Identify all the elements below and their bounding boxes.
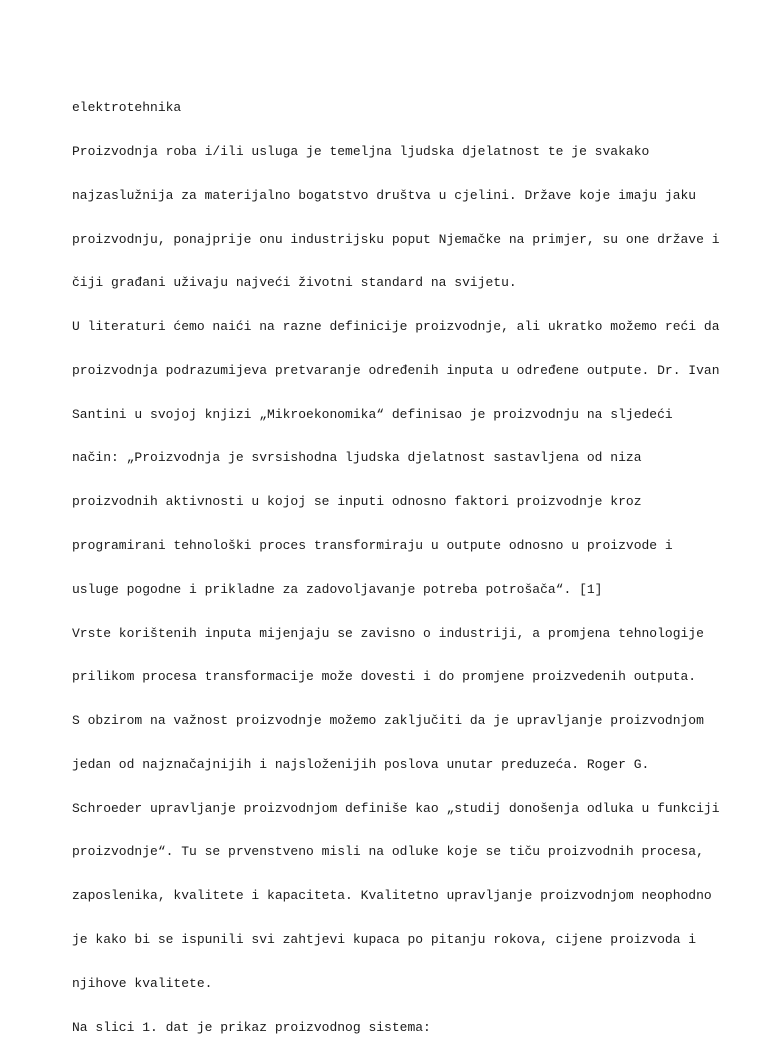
- text-line: Na slici 1. dat je prikaz proizvodnog sistema:: [72, 1019, 431, 1035]
- text-line: zaposlenika, kvalitete i kapaciteta. Kvalitetno upravljanje proizvodnjom neophodno: [72, 888, 712, 904]
- text-line: čiji građani uživaju najveći životni standard na svijetu.: [72, 275, 517, 291]
- text-line: programirani tehnološki proces transformiraju u outpute odnosno u proizvode i: [72, 538, 673, 553]
- text-line: najzaslužnija za materijalno bogatstvo društva u cjelini. Države koje imaju jaku: [72, 187, 697, 203]
- text-line: prilikom procesa transformacije može dovesti i do promjene proizvedenih outputa.: [72, 669, 697, 685]
- text-line: Santini u svojoj knjizi „Mikroekonomika“ definisao je proizvodnju na sljedeći: [72, 406, 673, 422]
- text-line: Vrste korištenih inputa mijenjaju se zavisno o industriji, a promjena tehnologije: [72, 625, 704, 641]
- text-line: Schroeder upravljanje proizvodnjom definiše kao „studij donošenja odluka u funkciji: [72, 800, 720, 816]
- document-body: [72, 72, 720, 1064]
- text-line: usluge pogodne i prikladne za zadovoljavanje potreba potrošača“. [1]: [72, 581, 603, 597]
- text-line: S obzirom na važnost proizvodnje možemo zaključiti da je upravljanje proizvodnjom: [72, 713, 704, 729]
- text-line: proizvodnje“. Tu se prvenstveno misli na odluke koje se tiču proizvodnih procesa,: [72, 844, 704, 860]
- text-line: proizvodnja podrazumijeva pretvaranje određenih inputa u određene outpute. Dr. Ivan: [72, 362, 720, 378]
- text-line: njihove kvalitete.: [72, 975, 213, 991]
- text-line: jedan od najznačajnijih i najsloženijih poslova unutar preduzeća. Roger G.: [72, 756, 650, 772]
- text-line: proizvodnih aktivnosti u kojoj se inputi odnosno faktori proizvodnje kroz: [72, 494, 642, 510]
- text-line: Proizvodnja roba i/ili usluga je temeljna ljudska djelatnost te je svakako: [72, 143, 650, 159]
- text-line: elektrotehnika: [72, 100, 182, 116]
- text-line: U literaturi ćemo naići na razne definicije proizvodnje, ali ukratko možemo reći da: [72, 319, 720, 335]
- text-line: proizvodnju, ponajprije onu industrijsku poput Njemačke na primjer, su one države i: [72, 231, 720, 247]
- text-line: je kako bi se ispunili svi zahtjevi kupaca po pitanju rokova, cijene proizvoda i: [72, 932, 697, 948]
- text-line: način: „Proizvodnja je svrsishodna ljudska djelatnost sastavljena od niza: [72, 450, 642, 466]
